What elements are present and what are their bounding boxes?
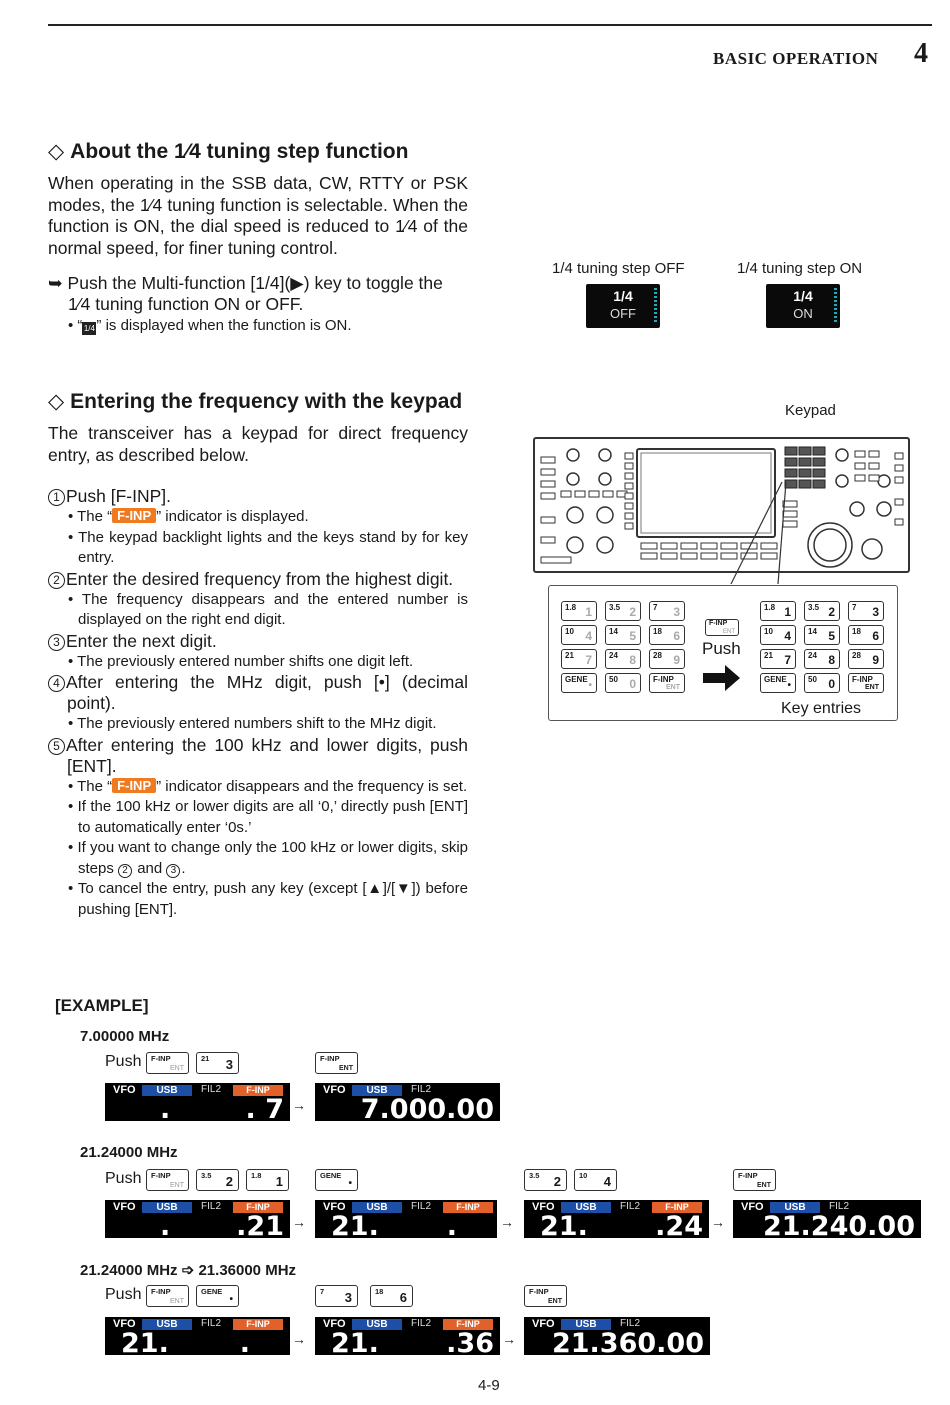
finp-indicator: F-INP xyxy=(112,508,156,523)
keypad-heading-text: Entering the frequency with the keypad xyxy=(70,390,463,413)
arrow-icon: → xyxy=(292,1331,306,1347)
push-label: Push xyxy=(702,639,741,658)
ent-key: F-INP ENT xyxy=(524,1285,567,1307)
keypad-key: 21 7 xyxy=(561,649,597,669)
keypad-key: 24 8 xyxy=(804,649,840,669)
header-rule xyxy=(48,24,932,26)
keypad-key: 14 5 xyxy=(804,625,840,645)
push-label: Push xyxy=(105,1286,142,1303)
key-2: 3.5 2 xyxy=(196,1169,239,1191)
example-2-title: 21.24000 MHz xyxy=(80,1144,178,1161)
section-title: BASIC OPERATION xyxy=(713,49,879,68)
caption-off: 1/4 tuning step OFF xyxy=(552,260,685,277)
arrow-icon: → xyxy=(292,1097,306,1113)
step-4: 4 After entering the MHz digit, push [•] (decimal point). xyxy=(48,672,468,714)
keypad-key: F-INP ENT xyxy=(848,673,884,693)
keypad-key: 1.8 1 xyxy=(561,601,597,621)
finp-key: F-INP ENT xyxy=(146,1052,189,1074)
step-list xyxy=(48,486,468,920)
keypad-key: 50 0 xyxy=(804,673,840,693)
diamond-icon: ◇ xyxy=(48,140,65,163)
ent-key: F-INP ENT xyxy=(733,1169,776,1191)
quarter-indicator-icon: 1/4 xyxy=(83,324,95,333)
arrow-icon: → xyxy=(711,1214,725,1230)
page-number: 4-9 xyxy=(478,1377,500,1394)
keypad-key: 3.5 2 xyxy=(605,601,641,621)
decimal-key: GENE • xyxy=(196,1285,239,1307)
quarter-instruction-text: Push the Multi-function [1/4](▶) key to toggle the 1⁄4 tuning function ON or OFF. xyxy=(67,273,443,314)
keypad-key: 18 6 xyxy=(649,625,685,645)
quarter-instruction xyxy=(48,273,468,337)
step-5-bullet-a: • The “ F-INP ” indicator disappears and the frequency is set. xyxy=(68,777,468,795)
keypad-key: 3.5 2 xyxy=(804,601,840,621)
keypad-key: 28 9 xyxy=(848,649,884,669)
arrow-icon: → xyxy=(500,1214,514,1230)
finp-key: F-INP ENT xyxy=(146,1169,189,1191)
example-3-title: 21.24000 MHz ➩ 21.36000 MHz xyxy=(80,1262,297,1279)
transceiver-illustration xyxy=(533,437,910,573)
step-4-bullet: • The previously entered numbers shift to the MHz digit. xyxy=(68,715,437,732)
display-ex1-2: VFO USB FIL2 7.000.00 xyxy=(315,1083,500,1121)
keypad-intro: The transceiver has a keypad for direct frequency entry, as described below. xyxy=(48,423,468,465)
step-5-bullet-c: • If you want to change only the 100 kHz or lower digits, skip steps 2 and 3 . xyxy=(68,839,468,877)
display-ex3-1: VFO USB FIL2 F-INP 21. . xyxy=(105,1317,290,1355)
quarter-body: When operating in the SSB data, CW, RTTY or PSK modes, the 1⁄4 tuning function is selectable. When the function is ON, the dial speed is reduced to 1⁄4 of the normal speed, for finer tuning control. xyxy=(48,173,468,258)
push-label: Push xyxy=(105,1053,142,1070)
keypad-key: 10 4 xyxy=(760,625,796,645)
step-1: 1 Push [F-INP]. xyxy=(48,486,468,507)
chapter-number: 4 xyxy=(914,38,928,69)
key-3: 7 3 xyxy=(315,1285,358,1307)
display-ex2-4: VFO USB FIL2 21.240.00 xyxy=(733,1200,921,1238)
step-5-bullet-b: • If the 100 kHz or lower digits are all ‘0,’ directly push [ENT] to automatically enter ‘0s.’ xyxy=(68,798,468,836)
key-7: 21 3 xyxy=(196,1052,239,1074)
finp-key-figure: F-INP ENT xyxy=(705,619,739,636)
display-ex2-2: VFO USB FIL2 F-INP 21. . xyxy=(315,1200,497,1238)
step-5: 5 After entering the 100 kHz and lower digits, push [ENT]. xyxy=(48,735,468,777)
keypad-key: F-INP ENT xyxy=(649,673,685,693)
keypad-heading xyxy=(48,389,462,414)
keypad-key: 28 9 xyxy=(649,649,685,669)
lcd-quarter-off: 1/4 OFF xyxy=(586,284,660,328)
callout-lines xyxy=(730,480,790,586)
display-ex2-1: VFO USB FIL2 F-INP . .21 xyxy=(105,1200,290,1238)
example-1-title: 7.00000 MHz xyxy=(80,1028,170,1045)
quarter-heading-text: About the 1⁄4 tuning step function xyxy=(70,140,409,163)
ent-key: F-INP ENT xyxy=(315,1052,358,1074)
keypad-key: 50 0 xyxy=(605,673,641,693)
right-arrow-icon xyxy=(703,664,741,692)
push-label: Push xyxy=(105,1170,142,1187)
keypad-label: Keypad xyxy=(785,402,836,419)
quarter-bullet: • “1/4” is displayed when the function is ON. xyxy=(68,317,352,334)
step-1-bullet-b: • The keypad backlight lights and the keys stand by for key entry. xyxy=(68,528,468,566)
finp-key: F-INP ENT xyxy=(146,1285,189,1307)
finp-indicator: F-INP xyxy=(112,778,156,793)
arrow-icon: → xyxy=(502,1331,516,1347)
transceiver-drawing xyxy=(535,439,908,571)
step-3: 3 Enter the next digit. xyxy=(48,631,468,652)
diamond-icon: ◇ xyxy=(48,390,65,413)
keypad-key: GENE • xyxy=(760,673,796,693)
quarter-heading xyxy=(48,139,408,164)
key-entries-label: Key entries xyxy=(781,700,862,717)
step-5-bullet-d: • To cancel the entry, push any key (except [▲]/[▼]) before pushing [ENT]. xyxy=(68,880,468,918)
step-1-bullet-a: • The “ F-INP ” indicator is displayed. xyxy=(68,508,309,525)
lcd-quarter-on: 1/4 ON xyxy=(766,284,840,328)
keypad-key: 10 4 xyxy=(561,625,597,645)
display-ex1-1: VFO USB FIL2 F-INP . . 7 xyxy=(105,1083,290,1121)
arrow-marker-icon: ➥ xyxy=(48,273,63,293)
key-6: 18 6 xyxy=(370,1285,413,1307)
caption-on: 1/4 tuning step ON xyxy=(737,260,863,277)
decimal-key: GENE • xyxy=(315,1169,358,1191)
keypad-key: 7 3 xyxy=(848,601,884,621)
display-ex3-2: VFO USB FIL2 F-INP 21. .36 xyxy=(315,1317,500,1355)
key-1: 1.8 1 xyxy=(246,1169,289,1191)
step-2: 2 Enter the desired frequency from the highest digit. xyxy=(48,569,468,590)
step-3-bullet: • The previously entered number shifts one digit left. xyxy=(68,652,414,670)
keypad-key: 18 6 xyxy=(848,625,884,645)
keypad-key: GENE • xyxy=(561,673,597,693)
keypad-key: 1.8 1 xyxy=(760,601,796,621)
example-title: [EXAMPLE] xyxy=(55,996,149,1015)
key-4: 10 4 xyxy=(574,1169,617,1191)
step-2-bullet: • The frequency disappears and the entered number is displayed on the right end digit. xyxy=(68,590,468,628)
keypad-key: 24 8 xyxy=(605,649,641,669)
display-ex3-3: VFO USB FIL2 21.360.00 xyxy=(524,1317,710,1355)
keypad-key: 21 7 xyxy=(760,649,796,669)
display-ex2-3: VFO USB FIL2 F-INP 21. .24 xyxy=(524,1200,709,1238)
keypad-key: 14 5 xyxy=(605,625,641,645)
key-2: 3.5 2 xyxy=(524,1169,567,1191)
arrow-icon: → xyxy=(292,1214,306,1230)
keypad-key: 7 3 xyxy=(649,601,685,621)
